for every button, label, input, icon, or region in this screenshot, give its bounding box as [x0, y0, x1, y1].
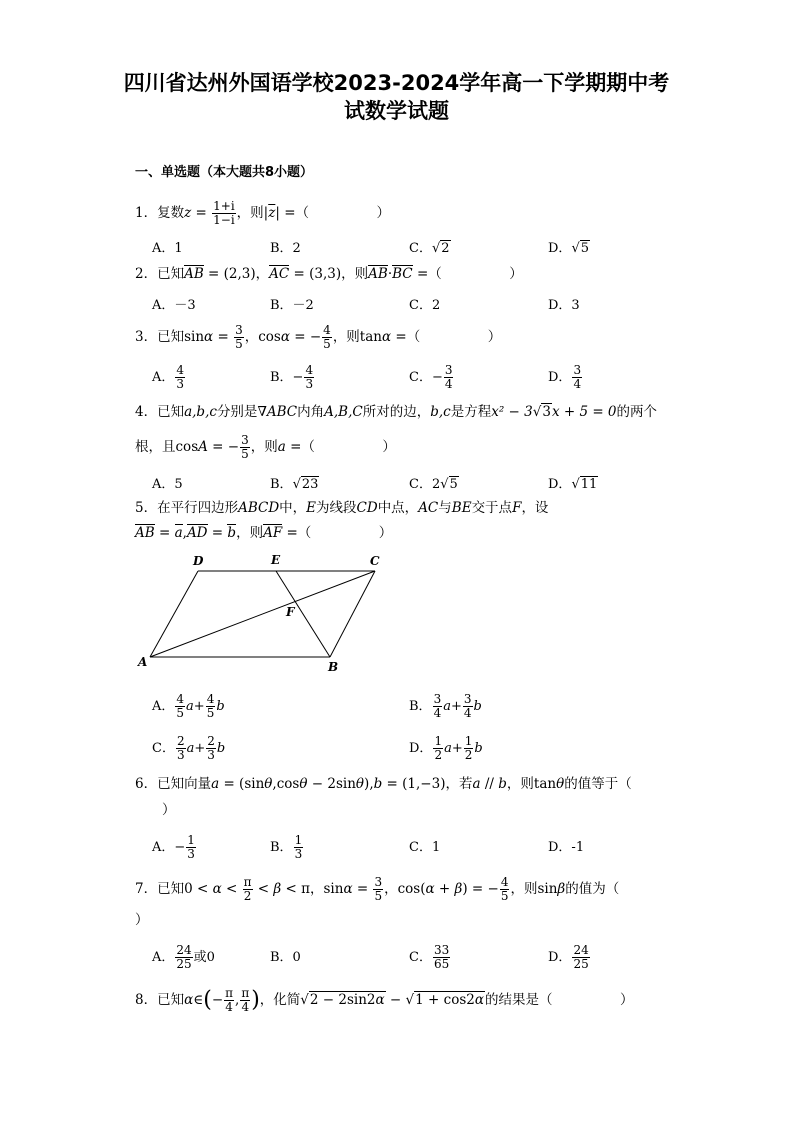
q4-option-d: D．√11 [548, 477, 598, 492]
q5-option-d: D． $\frac{1}{2}$ a+ $\frac{1}{2}$ b [409, 734, 483, 762]
q3-option-c: C．− $\frac{3}{4}$ [409, 363, 453, 391]
q1-option-b: B．2 [270, 241, 301, 256]
q7-option-a: A． $\frac{24}{25}$ 或0 [152, 943, 215, 971]
q5-option-b: B． $\frac{3}{4}$ a+ $\frac{3}{4}$ b [409, 692, 482, 720]
q6-option-d: D．-1 [548, 840, 585, 855]
question-7-stem-line2: ） [135, 912, 149, 928]
q2-option-c: C．2 [409, 298, 441, 313]
q3-option-b: B．− $\frac{4}{3}$ [270, 363, 314, 391]
page-title-line2: 试数学试题 [344, 99, 449, 123]
question-6-stem-line2: ） [135, 802, 176, 818]
label-b: B [328, 660, 339, 674]
question-2-stem: 2．已知AB = (2,3)，AC = (3,3)，则AB·BC =（ ） [135, 266, 523, 282]
label-f: F [286, 605, 295, 619]
edge-da [150, 571, 198, 657]
question-7-stem-line1: 7．已知0 < α < $\frac{\pi}{2}$ < β < π，sinα = $\frac{3}{5}$ ，cos(α + β) = − $\frac{4}{5}$ ，则sinβ的值为（ [135, 875, 620, 903]
q1-option-d: D．√5 [548, 241, 590, 256]
q4-option-b: B．√23 [270, 477, 319, 492]
q6-option-c: C．1 [409, 840, 441, 855]
q2-option-d: D．3 [548, 298, 580, 313]
question-6-stem-line1: 6．已知向量a = (sinθ,cosθ − 2sinθ),b = (1,−3)，若a // b，则tanθ的值等于（ [135, 776, 632, 792]
q5-option-c: C． $\frac{2}{3}$ a+ $\frac{2}{3}$ b [152, 734, 226, 762]
label-e: E [271, 553, 281, 567]
q7-option-b: B．0 [270, 950, 301, 965]
q1-option-a: A．1 [152, 241, 183, 256]
diagonal-ac [150, 571, 375, 657]
q3-option-d: D． $\frac{3}{4}$ [548, 363, 582, 391]
q6-option-b: B． $\frac{1}{3}$ [270, 833, 303, 861]
q4-option-c: C．2√5 [409, 477, 458, 492]
parallelogram-figure [135, 548, 385, 678]
question-5-stem-line1: 5．在平行四边形ABCD中，E为线段CD中点，AC与BE交于点F，设 [135, 500, 549, 516]
question-5-stem-line2: AB = a,AD = b，则AF =（ ） [135, 525, 393, 541]
label-a: A [138, 655, 148, 669]
q3-option-a: A． $\frac{4}{3}$ [152, 363, 185, 391]
label-c: C [370, 554, 380, 568]
q5-option-a: A． $\frac{4}{5}$ a+ $\frac{4}{5}$ b [152, 692, 225, 720]
q2-option-a: A．－3 [152, 298, 196, 313]
q1-option-c: C．√2 [409, 241, 450, 256]
q6-option-a: A．− $\frac{1}{3}$ [152, 833, 195, 861]
question-4-stem-line1: 4．已知a,b,c分别是∇ABC内角A,B,C所对的边，b,c是方程x² − 3√3x + 5 = 0的两个 [135, 404, 658, 420]
page-title-line1: 四川省达州外国语学校2023-2024学年高一下学期期中考 [123, 71, 670, 95]
label-d: D [193, 554, 204, 568]
edge-bc [330, 571, 375, 657]
question-4-stem-line2: 根，且cosA = − $\frac{3}{5}$ ，则a =（ ） [135, 433, 396, 461]
segment-be [276, 571, 330, 657]
q4-option-a: A．5 [152, 477, 183, 492]
question-1-stem: 1．复数z = $\frac{1+i}{1-i}$ ，则$|\overline{z}|$ =（ ） [135, 199, 391, 227]
question-3-stem: 3．已知sinα = $\frac{3}{5}$ ，cosα = − $\frac{4}{5}$ ，则tanα =（ ） [135, 323, 502, 351]
q7-option-d: D． $\frac{24}{25}$ [548, 943, 589, 971]
question-8-stem: 8．已知α∈(− $\frac{\pi}{4}$ , $\frac{\pi}{4}$ )，化简√2 − 2sin2α − √1 + cos2α的结果是（ ） [135, 986, 634, 1014]
section-heading: 一、单选题（本大题共8小题） [135, 165, 314, 180]
q2-option-b: B．－2 [270, 298, 314, 313]
q7-option-c: C． $\frac{33}{65}$ [409, 943, 450, 971]
